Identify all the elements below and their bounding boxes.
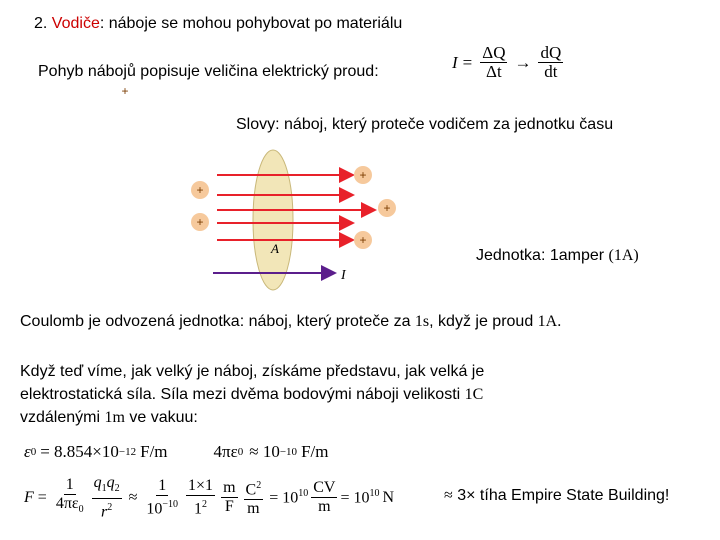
final-result: = $10^{10}$ N bbox=[340, 488, 395, 507]
force-equation bbox=[24, 474, 394, 522]
coulomb-line bbox=[20, 312, 561, 332]
current-formula bbox=[452, 44, 566, 81]
epsilon-sub: 0 bbox=[30, 446, 37, 458]
paragraph-line-3 bbox=[20, 406, 484, 429]
empire-approx: ≈ bbox=[444, 487, 453, 504]
force-paragraph bbox=[20, 360, 484, 429]
cc-num: 1 bbox=[65, 476, 74, 494]
paragraph-line-3-end: ve vakuu: bbox=[129, 409, 198, 426]
charges-den: $r^2$ bbox=[100, 502, 113, 521]
epsilon-value: = 8.854×10 bbox=[40, 442, 119, 461]
unit1-den: F bbox=[224, 498, 234, 516]
values-den: $1^2$ bbox=[194, 499, 208, 518]
current-figure bbox=[121, 84, 415, 290]
force-symbol: F bbox=[24, 488, 34, 506]
approx-sign: ≈ bbox=[128, 488, 138, 506]
unit2-den: m bbox=[247, 500, 260, 518]
epsilon-exp: −12 bbox=[118, 446, 137, 458]
coulomb-period: . bbox=[557, 313, 562, 330]
words-line: Slovy: náboj, který proteče vodičem za jednotku času bbox=[236, 116, 614, 133]
unit-fraction-3 bbox=[311, 479, 337, 516]
distance-value: 1m bbox=[104, 409, 125, 426]
dq: dQ bbox=[540, 43, 562, 62]
delta-q: ΔQ bbox=[482, 43, 506, 62]
equals-sign: = bbox=[462, 52, 473, 72]
unit2-num: $C^2$ bbox=[244, 477, 264, 500]
values-fraction bbox=[186, 477, 215, 518]
charges-fraction bbox=[92, 474, 122, 522]
coulomb-text-1: Coulomb je odvozená jednotka: náboj, který proteče za bbox=[20, 313, 411, 330]
charge-right-1-sign: + bbox=[359, 168, 367, 182]
charge-right-2-sign: + bbox=[383, 201, 391, 215]
four-pi-sub: 0 bbox=[237, 446, 244, 458]
charge-left-2-sign: + bbox=[196, 215, 204, 229]
movement-line: Pohyb nábojů popisuje veličina elektrický proud: bbox=[38, 63, 379, 80]
unit-symbol: (1A) bbox=[608, 247, 639, 264]
delta-fraction bbox=[480, 44, 507, 81]
four-pi-unit: F/m bbox=[301, 442, 329, 461]
epsilon-symbol: ε bbox=[24, 442, 31, 461]
approx-num: 1 bbox=[158, 477, 167, 495]
heading-term: Vodiče bbox=[51, 15, 100, 32]
heading-rest: : náboje se mohou pohybovat po materiálu bbox=[99, 15, 403, 32]
unit3-num: CV bbox=[313, 479, 336, 497]
four-pi-exp: −10 bbox=[279, 446, 298, 458]
cc-den: $4\pi\varepsilon_0$ bbox=[55, 495, 84, 516]
current-symbol: I bbox=[452, 52, 458, 72]
charge-left-1-sign: + bbox=[196, 183, 204, 197]
area-label: A bbox=[271, 241, 279, 256]
heading bbox=[34, 14, 402, 34]
unit-text: Jednotka: 1amper bbox=[476, 247, 605, 264]
four-pi-epsilon: 4πε bbox=[213, 442, 238, 461]
epsilon-unit: F/m bbox=[140, 442, 168, 461]
values-num: 1×1 bbox=[188, 477, 214, 495]
epsilon-equation bbox=[24, 442, 328, 462]
coulomb-ampere: 1A bbox=[537, 313, 558, 330]
heading-number: 2. bbox=[34, 15, 48, 32]
current-arrow-label: I bbox=[341, 268, 346, 283]
coulomb-text-2: , když je proud bbox=[429, 313, 534, 330]
coulomb-seconds: 1s bbox=[414, 313, 430, 330]
charge-right-3-sign: + bbox=[359, 233, 367, 247]
cross-section-ellipse bbox=[253, 150, 293, 290]
arrow-symbol: → bbox=[514, 52, 532, 72]
coulomb-constant-fraction bbox=[54, 476, 86, 519]
paragraph-line-2-text: elektrostatická síla. Síla mezi dvěma bodovými náboji velikosti bbox=[20, 386, 461, 403]
unit3-den: m bbox=[318, 498, 331, 516]
force-eq: = bbox=[37, 488, 47, 506]
approx-fraction bbox=[144, 477, 180, 518]
dt: dt bbox=[544, 62, 558, 81]
paragraph-line-2 bbox=[20, 383, 484, 406]
charges-num: $q_1q_2$ bbox=[92, 474, 122, 499]
four-pi-value: ≈ 10 bbox=[249, 442, 280, 461]
empire-comparison bbox=[444, 486, 669, 506]
delta-t: Δt bbox=[486, 62, 502, 81]
empire-text: 3× tíha Empire State Building! bbox=[457, 487, 670, 504]
paragraph-line-1: Když teď víme, jak velký je náboj, získáme představu, jak velká je bbox=[20, 363, 485, 380]
derivative-fraction bbox=[538, 44, 563, 81]
unit-fraction-2 bbox=[244, 477, 264, 518]
approx-den: $10^{-10}$ bbox=[146, 499, 179, 518]
intermediate-result: = $10^{10}$ bbox=[269, 488, 309, 507]
unit1-num: m bbox=[223, 479, 236, 497]
charge-left-3-sign: + bbox=[121, 84, 129, 98]
paragraph-line-3-text: vzdálenými bbox=[20, 409, 101, 426]
unit-line bbox=[476, 246, 639, 266]
charge-value: 1C bbox=[464, 386, 484, 403]
unit-fraction-1 bbox=[221, 479, 237, 516]
